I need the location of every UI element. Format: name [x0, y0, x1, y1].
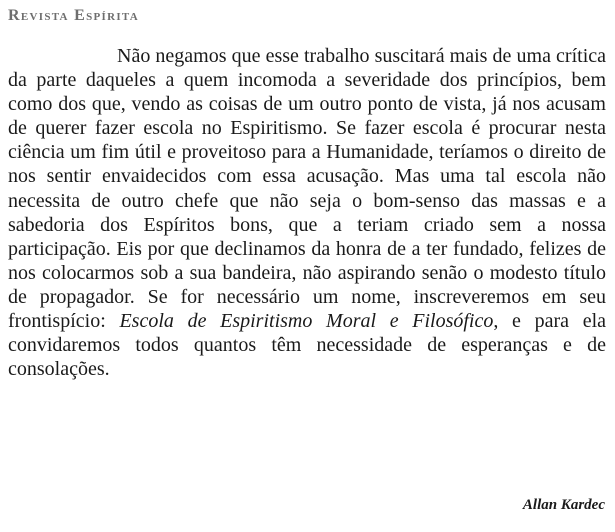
paragraph-text-end: , e para ela convidaremos todos quantos têm necessidade de esperanças e de consolações. — [8, 310, 607, 381]
running-header: Revista Espírita — [8, 7, 139, 24]
author-signature: Allan Kardec — [522, 497, 605, 513]
school-name-italic: Escola de Espiritismo Moral e Filosófico — [119, 310, 494, 333]
body-paragraph — [8, 44, 606, 381]
paragraph-text-start: Não negamos que esse trabalho suscitará mais de uma crítica da parte daqueles a quem incomoda a severidade dos princípios, bem como dos que, vendo as coisas de um outro ponto de vista, já nos acusam de querer fazer escola no Espiritismo. Se fazer escola é procurar nesta ciência um fim útil e proveitoso para a Humanidade, teríamos o direito de nos sentir envaidecidos com essa acusação. Mas uma tal escola não necessita de outro chefe que não seja o bom-senso das massas e a sabedoria dos Espíritos bons, que a teriam criado sem a nossa participação. Eis por que declinamos da honra de a ter fundado, felizes de nos colocarmos sob a sua bandeira, não aspirando senão o modesto título de propagador. Se for necessário um nome, inscreveremos em seu frontispício: — [8, 45, 606, 333]
